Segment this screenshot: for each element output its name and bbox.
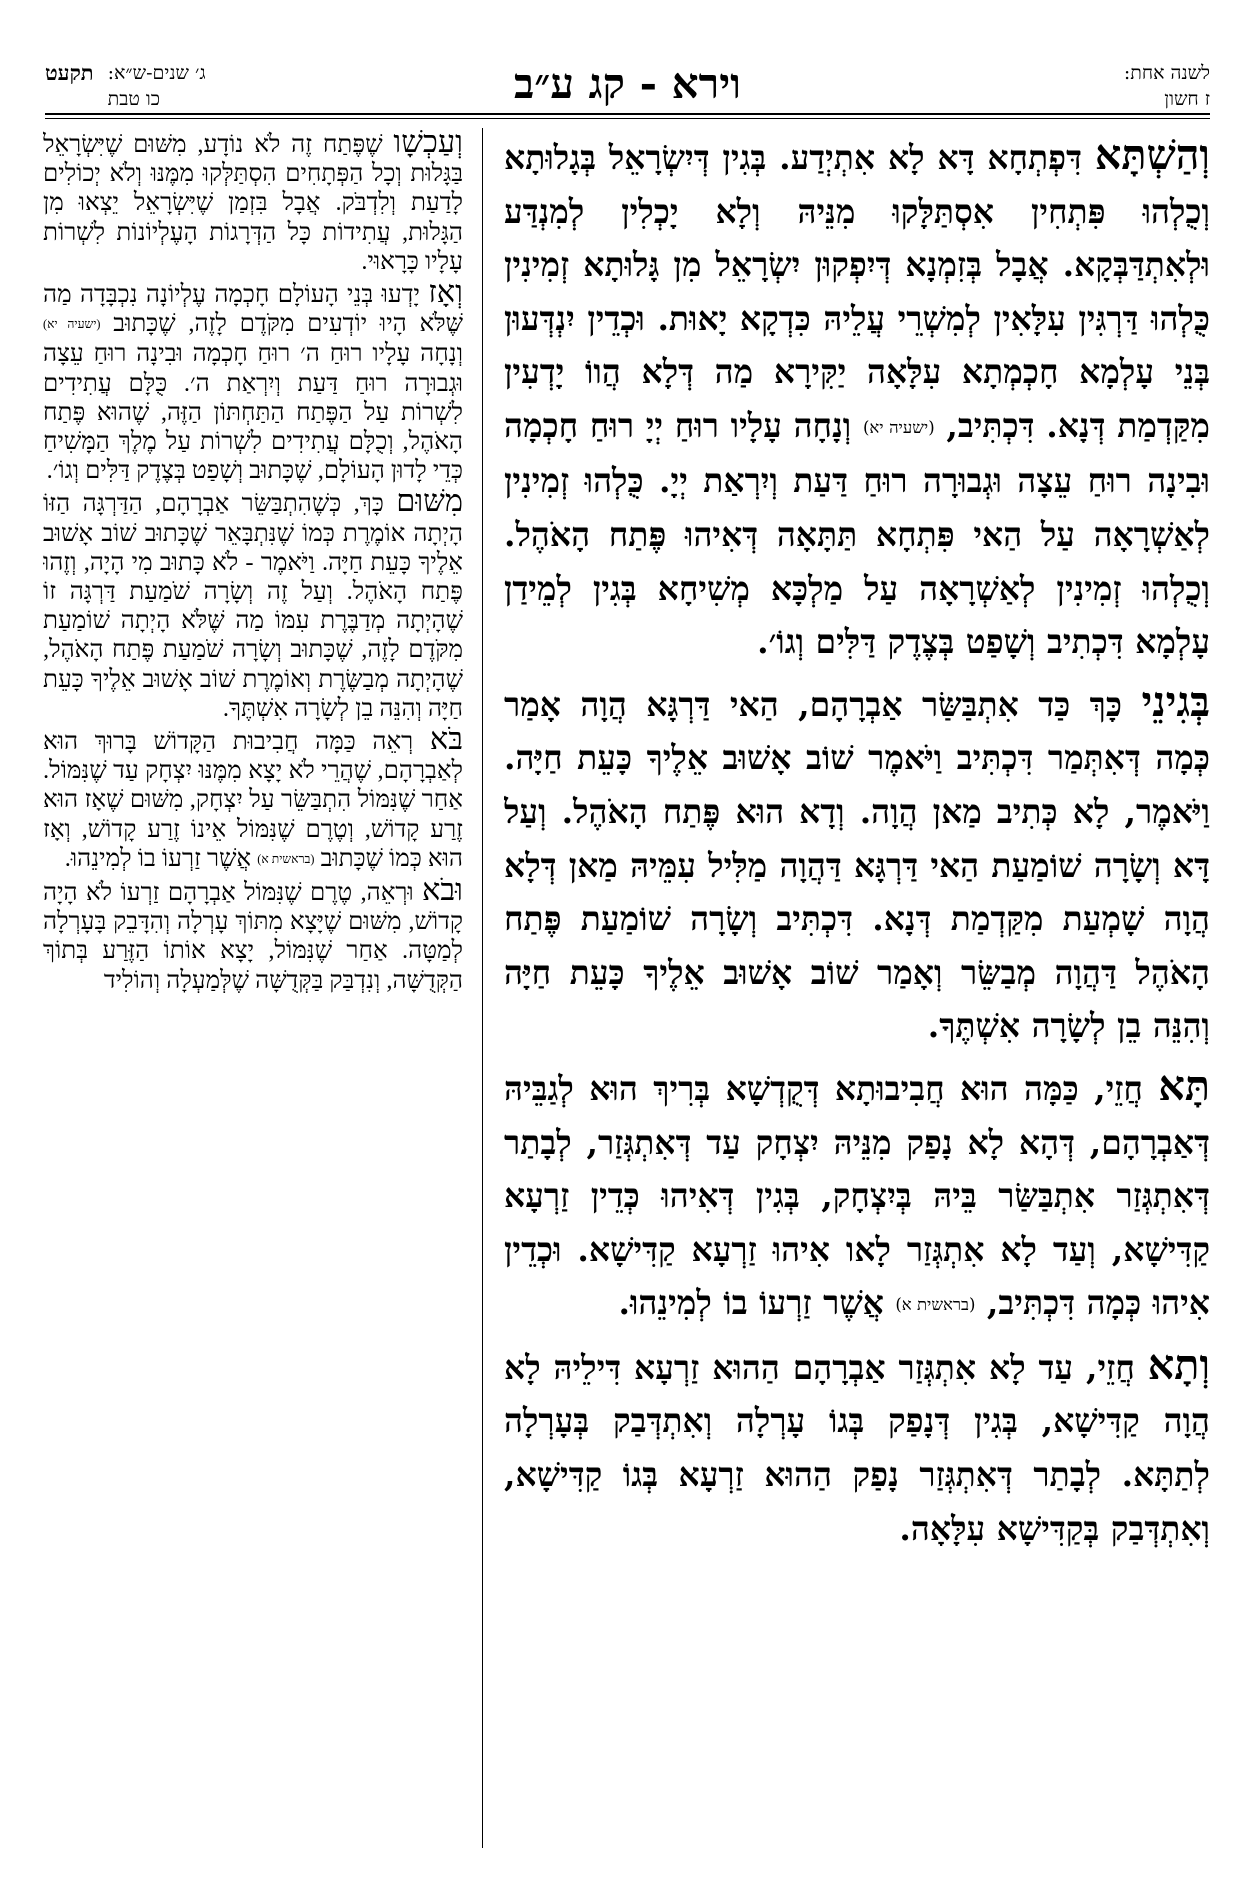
opening-word: וְאָז [428,275,463,310]
paragraph-text: כָּךְ, כְּשֶׁהִתְבַּשֵּׂר אַבְרָהָם, הַדַּרְגָּה הַזּוֹ הָיְתָה אוֹמֶרֶת כְּמוֹ שֶׁנִּתְבָּאֵר שֶׁכָּתוּב שׁוֹב אָשׁוּב אֵלֶיךָ כָּעֵת חַיָּה. וַיֹּאמֶר - לֹא כָּתוּב מִי הָיָה, וְזֶהוּ פֶּתַח הָאֹהֶל. וְעַל זֶה וְשָׂרָה שֹׁמַעַת דַּרְגָּה זוֹ שֶׁהָיְתָה מְדַבֶּרֶת עִמּוֹ מַה שֶּׁלֹּא הָיְתָה שׁוֹמַעַת מִקֹּדֶם לָזֶה, שֶׁכָּתוּב וְשָׂרָה שֹׁמַעַת פֶּתַח הָאֹהֶל, שֶׁהָיְתָה מְבַשֶּׂרֶת וְאוֹמֶרֶת שׁוֹב אָשׁוּב אֵלֶיךָ כָּעֵת חַיָּה וְהִנֵּה בֵן לְשָׂרָה אִשְׁתֶּךָ. [43,490,463,722]
header-rule [45,113,1210,115]
paragraph-text: חֲזֵי, כַּמָּה הוּא חֲבִיבוּתָא דְּקֻדְשָׁא בְּרִיךְ הוּא לְגַבֵּיהּ דְּאַבְרָהָם, דְּהָא לָא נָפַק מִנֵּיהּ יִצְחָק עַד דְּאִתְגְּזַר, לְבָתַר דְּאִתְגְּזַר אִתְבַּשַּׂר בֵּיהּ בְּיִצְחָק, בְּגִין דְּאִיהוּ כְּדֵין זַרְעָא קַדִּישָׁא, וְעַד לָא אִתְגְּזַר לָאו אִיהוּ זַרְעָא קַדִּישָׁא. וּכְדֵין אִיהוּ כְּמָה דִּכְתִּיב, [504,1068,1210,1323]
source-reference: (בראשית א) [895,1295,976,1315]
schedule-date: כו טבת [107,88,161,110]
opening-word: וְעַכְשָׁו [393,128,463,159]
source-reference: (ישעיה יא) [862,417,935,437]
opening-word: בְּגִינֵי [1141,676,1210,726]
opening-word: תָּא [1158,1060,1210,1110]
header-rule-thin [45,118,1210,119]
opening-word: וְתָא [1147,1339,1210,1389]
schedule-date: ז חשון [1164,88,1210,110]
daily-schedule-three-years [45,60,206,112]
paragraph-text: חֲזֵי, עַד לָא אִתְגְּזַר אַבְרָהָם הַהוּא זַרְעָא דִּילֵיהּ לָא הֲוָה קַדִּישָׁא, בְּגִין דְּנָפַק בְּגוֹ עָרְלָה וְאִתְדְּבַק בְּעָרְלָה לְתַתָּא. לְבָתַר דְּאִתְגְּזַר נָפַק הַהוּא זַרְעָא בְּגוֹ קַדִּישָׁא, וְאִתְדְּבַק בְּקַדִּישָׁא עִלָּאָה. [504,1347,1210,1548]
paragraph-text: וְנָחָה עָלָיו רוּחַ יְיָ רוּחַ חָכְמָה וּבִינָה רוּחַ עֵצָה וּגְבוּרָה רוּחַ דַּעַת וְיִרְאַת יְיָ. כֻּלְהוּ זְמִינִין לְאַשְׁרָאָה עַל הַאי פִּתְחָא תַּתָּאָה דְּאִיהוּ פֶּתַח הָאֹהֶל. וְכֻלְהוּ זְמִינִין לְאַשְׁרָאָה עַל מַלְכָּא מְשִׁיחָא בְּגִין לְמֵידַן עָלְמָא דִּכְתִיב וְשָׁפַט בְּצֶדֶק דַּלִּים וְגוֹ׳. [504,405,1210,662]
opening-word: וּבֹא [422,872,463,907]
paragraph-text: אֲשֶׁר זַרְעוֹ בוֹ לְמִינֵהוּ. [618,1283,896,1323]
paragraph-text: וְנָחָה עָלָיו רוּחַ ה׳ רוּחַ חָכְמָה וּבִינָה רוּחַ עֵצָה וּגְבוּרָה רוּחַ דַּעַת וְיִרְאַת ה׳. כֻּלָּם עֲתִידִים לִשְׁרוֹת עַל הַפֶּתַח הַתַּחְתּוֹן הַזֶּה, שֶׁהוּא פֶּתַח הָאֹהֶל, וְכֻלָּם עֲתִידִים לִשְׁרוֹת עַל מֶלֶךְ הַמָּשִׁיחַ כְּדֵי לָדוּן הָעוֹלָם, שֶׁכָּתוּב וְשָׁפַט בְּצֶדֶק דַּלִּים וְגוֹ׳. [43,340,463,485]
page-number: תקעט [45,60,94,85]
paragraph [43,128,463,276]
paragraph [43,872,463,995]
page-header [45,56,1210,116]
source-reference: (בראשית א) [257,851,315,866]
paragraph [504,1059,1210,1332]
schedule-label: ג׳ שנים-ש״א: [107,62,206,84]
source-reference: (ישעיה יא) [43,317,101,332]
paragraph-text: רְאֵה כַּמָּה חֲבִיבוּת הַקָּדוֹשׁ בָּרוּךְ הוּא לְאַבְרָהָם, שֶׁהֲרֵי לֹא יָצָא מִמֶּנּוּ יִצְחָק עַד שֶׁנִּמּוֹל. אַחַר שֶׁנִּמּוֹל הִתְבַּשֵּׂר עַל יִצְחָק, מִשּׁוּם שֶׁאָז הוּא זֶרַע קָדוֹשׁ, וְטֶרֶם שֶׁנִּמּוֹל אֵינוֹ זֶרַע קָדוֹשׁ, וְאָז הוּא כְּמוֹ שֶׁכָּתוּב [43,728,463,872]
schedule-label: לשנה אחת: [1123,62,1210,84]
paragraph [43,484,463,723]
paragraph [504,1338,1210,1555]
page-title: וירא - קג ע״ב [514,59,741,108]
hebrew-translation-column [43,128,463,1848]
schedule-three-years [108,60,206,112]
paragraph-text: דִּפְתְחָא דָּא לָא אִתְיְדַע. בְּגִין דְּיִשְׂרָאֵל בְּגָלוּתָא וְכֻלְהוּ פִּתְחִין אִסְתַּלָּקוּ מִנֵּיהּ וְלָא יָכְלִין לְמִנְדַּע וּלְאִתְדַּבְּקָא. אֲבָל בְּזִמְנָא דְּיִפְקוּן יִשְׂרָאֵל מִן גָּלוּתָא זְמִינִין כֻּלְהוּ דַּרְגִּין עִלָּאִין לְמִשְׁרֵי עֲלֵיהּ כִּדְקָא יָאוּת. וּכְדֵין יִנְדְּעוּן בְּנֵי עָלְמָא חָכְמְתָא עִלָּאָה יַקִּירָא מַה דְּלָא הֲווֹ יָדְעִין מִקַּדְמַת דְּנָא. דִּכְתִּיב, [504,138,1210,445]
paragraph-text: כָּךְ כַּד אִתְבַּשַּׂר אַבְרָהָם, הַאי דַּרְגָּא הֲוָה אָמַר כְּמָה דְּאִתְּמַר דִּכְתִּיב וַיֹּאמֶר שׁוֹב אָשׁוּב אֵלֶיךָ כָּעֵת חַיָּה. וַיֹּאמֶר, לָא כְּתִיב מַאן הֲוָה. וְדָא הוּא פֶּתַח הָאֹהֶל. וְעַל דָּא וְשָׂרָה שׁוֹמַעַת הַאי דַּרְגָּא דַּהֲוָה מַלִּיל עִמֵּיהּ מַאן דְּלָא הֲוָה שָׁמְעַת מִקַּדְמַת דְּנָא. דִּכְתִּיב וְשָׂרָה שׁוֹמַעַת פֶּתַח הָאֹהֶל דַּהֲוָה מְבַשֵּׂר וְאָמַר שׁוֹב אָשׁוּב אֵלֶיךָ כָּעֵת חַיָּה וְהִנֵּה בֵן לְשָׂרָה אִשְׁתֶּךָ. [504,684,1210,1046]
aramaic-text-column [504,128,1210,1848]
paragraph-text: שֶׁפֶּתַח זֶה לֹא נוֹדָע, מִשּׁוּם שֶׁיִּשְׂרָאֵל בַּגָּלוּת וְכָל הַפְּתָחִים הִסְתַּלְּקוּ מִמֶּנּוּ וְלֹא יְכוֹלִים לָדַעַת וְלִדְבֹּק. אֲבָל בִּזְמַן שֶׁיִּשְׂרָאֵל יֵצְאוּ מִן הַגָּלוּת, עֲתִידוֹת כָּל הַדְּרָגוֹת הָעֶלְיוֹנוֹת לִשְׁרוֹת עָלָיו כָּרָאוּי. [43,131,463,275]
column-divider [482,128,483,1848]
paragraph [504,128,1210,669]
paragraph-text: יָדְעוּ בְּנֵי הָעוֹלָם חָכְמָה עֶלְיוֹנָה נִכְבָּדָה מַה שֶּׁלֹּא הָיוּ יוֹדְעִים מִקֹּדֶם לָזֶה, שֶׁכָּתוּב [43,281,463,338]
opening-word: מִשּׁוּם [396,484,463,519]
opening-word: וְהַשְׁתָּא [1094,130,1210,179]
paragraph-text: אֲשֶׁר זַרְעוֹ בוֹ לְמִינֵהוּ. [64,844,258,872]
paragraph-text: וּרְאֵה, טֶרֶם שֶׁנִּמּוֹל אַבְרָהָם זַרְעוֹ לֹא הָיָה קָדוֹשׁ, מִשּׁוּם שֶׁיָּצָא מִתּוֹךְ עָרְלָה וְהִדָּבֵק בָּעָרְלָה לְמַטָּה. אַחַר שֶׁנִּמּוֹל, יָצָא אוֹתוֹ הַזֶּרַע בְּתוֹךְ הַקְּדֻשָּׁה, וְנִדְבַּק בַּקְּדֻשָּׁה שֶׁלְּמַעְלָה וְהוֹלִיד [43,878,463,994]
paragraph [43,275,463,485]
opening-word: בֹּא [429,722,463,756]
paragraph [504,675,1210,1053]
paragraph [43,722,463,874]
